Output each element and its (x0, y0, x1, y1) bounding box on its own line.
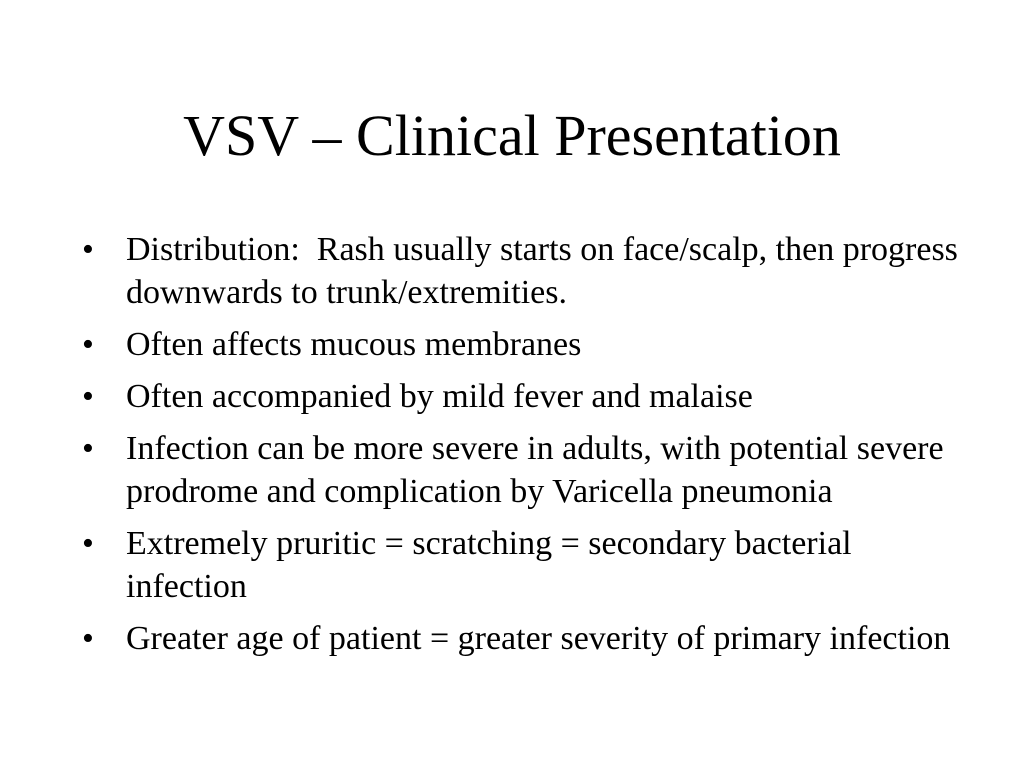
bullet-text: Often affects mucous membranes (126, 326, 582, 363)
bullet-item-pruritic (82, 522, 962, 608)
bullet-icon: • (82, 378, 94, 415)
bullet-item-fever-malaise (82, 375, 962, 418)
bullet-icon: • (82, 326, 94, 363)
bullet-list (82, 228, 962, 669)
bullet-item-patient-age (82, 617, 962, 660)
bullet-text: Infection can be more severe in adults, with potential severe prodrome and complication by Varicella pneumonia (126, 430, 944, 510)
bullet-item-adult-severity (82, 427, 962, 513)
bullet-text: Often accompanied by mild fever and malaise (126, 378, 753, 415)
bullet-text: Extremely pruritic = scratching = secondary bacterial infection (126, 525, 852, 605)
bullet-icon: • (82, 525, 94, 562)
bullet-icon: • (82, 231, 94, 268)
bullet-item-mucous-membranes (82, 323, 962, 366)
slide-title: VSV – Clinical Presentation (183, 103, 841, 168)
bullet-icon: • (82, 430, 94, 467)
bullet-text: Greater age of patient = greater severity of primary infection (126, 620, 951, 657)
bullet-item-distribution (82, 228, 962, 314)
bullet-text: Distribution: Rash usually starts on face/scalp, then progress downwards to trunk/extremities. (126, 231, 958, 311)
bullet-icon: • (82, 620, 94, 657)
